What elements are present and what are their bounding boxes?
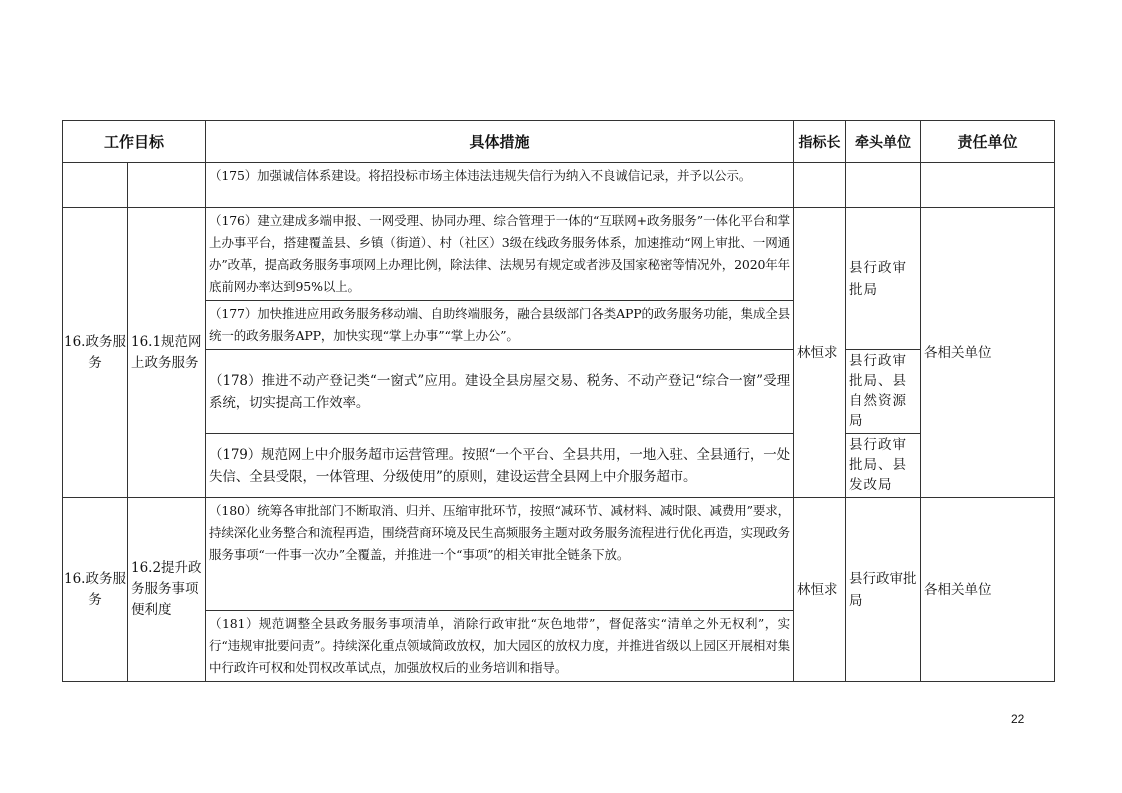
measure-177: （177）加快推进应用政务服务移动端、自助终端服务，融合县级部门各类APP的政务服务功能，集成全县统一的政务服务APP，加快实现“掌上办事”“掌上办公”。 xyxy=(206,301,794,350)
measure-179: （179）规范网上中介服务超市运营管理。按照“一个平台、全县共用，一地入驻、全县通行，一处失信、全县受限，一体管理、分级使用”的原则，建设运营全县网上中介服务超市。 xyxy=(206,434,794,498)
header-lead-unit: 牵头单位 xyxy=(846,121,921,163)
responsible-cell: 各相关单位 xyxy=(921,498,1055,682)
lead-unit-cell: 县行政审批局、县自然资源局 xyxy=(846,350,921,434)
header-responsible-unit: 责任单位 xyxy=(921,121,1055,163)
sub-goal-cell: 16.2提升政务服务事项便利度 xyxy=(128,498,206,682)
measure-178: （178）推进不动产登记类“一窗式”应用。建设全县房屋交易、税务、不动产登记“综合一窗”受理系统，切实提高工作效率。 xyxy=(206,350,794,434)
table-header-row xyxy=(63,121,1055,163)
measure-176: （176）建立建成多端申报、一网受理、协同办理、综合管理于一体的“互联网+政务服务”一体化平台和掌上办事平台，搭建覆盖县、乡镇（街道）、村（社区）3级在线政务服务体系，加速推动“网上审批、一网通办”改革，提高政务服务事项网上办理比例，除法律、法规另有规定或者涉及国家秘密等情况外，2020年年底前网办率达到95%以上。 xyxy=(206,208,794,301)
table-row xyxy=(63,498,1055,611)
goal-cell: 16.政务服务 xyxy=(63,498,128,682)
sub-goal-cell: 16.1规范网上政务服务 xyxy=(128,208,206,498)
lead-unit-cell: 县行政审批局 xyxy=(846,498,921,682)
lead-unit-cell xyxy=(846,163,921,208)
table-row xyxy=(63,163,1055,208)
measure-181: （181）规范调整全县政务服务事项清单，消除行政审批“灰色地带”，督促落实“清单之外无权利”，实行“违规审批要问责”。持续深化重点领域简政放权，加大园区的放权力度，并推进省级以上园区开展相对集中行政许可权和处罚权改革试点，加强放权后的业务培训和指导。 xyxy=(206,611,794,682)
responsible-cell: 各相关单位 xyxy=(921,208,1055,498)
indicator-cell xyxy=(794,163,846,208)
header-measures: 具体措施 xyxy=(206,121,794,163)
table-row xyxy=(63,208,1055,301)
table-row xyxy=(63,434,1055,498)
header-indicator-head: 指标长 xyxy=(794,121,846,163)
page-number: 22 xyxy=(1011,712,1025,726)
goal-cell xyxy=(63,163,128,208)
measure-175: （175）加强诚信体系建设。将招投标市场主体违法违规失信行为纳入不良诚信记录，并予以公示。 xyxy=(206,163,794,208)
header-goal: 工作目标 xyxy=(63,121,206,163)
indicator-cell: 林恒求 xyxy=(794,498,846,682)
sub-goal-cell xyxy=(128,163,206,208)
table-row xyxy=(63,350,1055,434)
lead-unit-cell: 县行政审批局 xyxy=(846,208,921,350)
measures-table xyxy=(62,120,1055,682)
responsible-cell xyxy=(921,163,1055,208)
lead-unit-cell: 县行政审批局、县发改局 xyxy=(846,434,921,498)
indicator-cell: 林恒求 xyxy=(794,208,846,498)
goal-cell: 16.政务服务 xyxy=(63,208,128,498)
measure-180: （180）统筹各审批部门不断取消、归并、压缩审批环节，按照“减环节、减材料、减时限、减费用”要求，持续深化业务整合和流程再造，围绕营商环境及民生高频服务主题对政务服务流程进行优化再造，实现政务服务事项“一件事一次办”全覆盖，并推进一个“事项”的相关审批全链条下放。 xyxy=(206,498,794,611)
